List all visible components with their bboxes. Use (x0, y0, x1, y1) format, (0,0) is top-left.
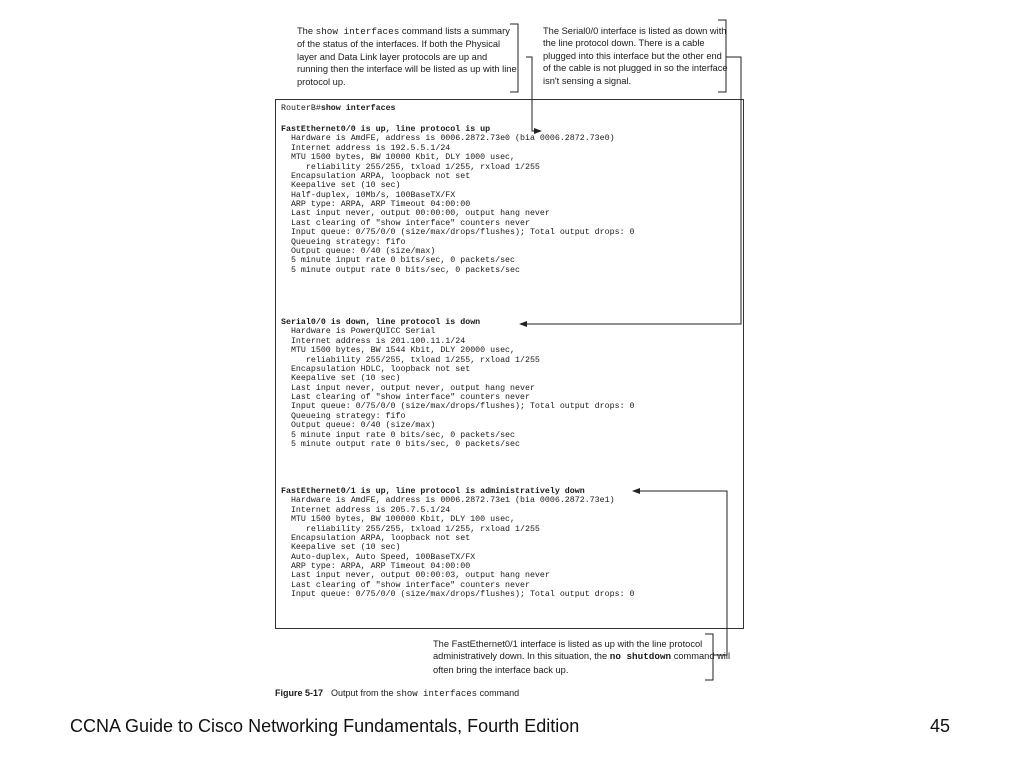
interface-block-serial0-0 (281, 318, 635, 449)
interface-status-header: FastEthernet0/1 is up, line protocol is administratively down (281, 487, 585, 496)
figure-number: Figure 5-17 (275, 688, 324, 698)
cli-prompt-line (281, 104, 396, 113)
callout-text: command will often bring the interface back up. (433, 651, 731, 675)
callout-fastethernet0-1 (433, 638, 733, 676)
caption-text: command (477, 688, 520, 698)
callout-command: no shutdown (609, 651, 672, 663)
page-number: 45 (930, 716, 951, 736)
interface-status-header: FastEthernet0/0 is up, line protocol is up (281, 125, 491, 134)
interface-details: Hardware is PowerQUICC Serial Internet address is 201.100.11.1/24 MTU 1500 bytes, BW 1544 Kbit, DLY 20000 usec, reliability 255/255, txload 1/255, rxload 1/255 Encapsulation HDLC, loopback not set Keepalive set (10 sec) Last input never, output never, output hang never Last clearing of "show interface" counters never Input queue: 0/75/0/0 (size/max/drops/flushes); Total output drops: 0 Queueing strategy: fifo Output queue: 0/40 (size/max) 5 minute input rate 0 bits/sec, 0 packets/sec 5 minute output rate 0 bits/sec, 0 packets/sec (290, 327, 635, 449)
callout-show-interfaces (297, 25, 519, 88)
figure-caption (275, 688, 519, 699)
interface-block-fastethernet0-1 (281, 487, 635, 600)
footer-book-title: CCNA Guide to Cisco Networking Fundamentals, Fourth Edition (70, 716, 580, 736)
cli-prompt: RouterB# (281, 104, 321, 113)
callout-command: show interfaces (315, 26, 400, 37)
callout-text: The (297, 26, 316, 36)
caption-command: show interfaces (396, 689, 478, 699)
caption-text: Output from the (331, 688, 397, 698)
interface-status-header: Serial0/0 is down, line protocol is down (281, 318, 481, 327)
interface-details: Hardware is AmdFE, address is 0006.2872.73e1 (bia 0006.2872.73e1) Internet address is 205.7.5.1/24 MTU 1500 bytes, BW 100000 Kbit, DLY 100 usec, reliability 255/255, txload 1/255, rxload 1/255 Encapsulation ARPA, loopback not set Keepalive set (10 sec) Auto-duplex, Auto Speed, 100BaseTX/FX ARP type: ARPA, ARP Timeout 04:00:00 Last input never, output 00:00:03, output hang never Last clearing of "show interface" counters never Input queue: 0/75/0/0 (size/max/drops/flushes); Total output drops: 0 (290, 496, 635, 600)
cli-command: show interfaces (320, 104, 396, 113)
interface-details: Hardware is AmdFE, address is 0006.2872.73e0 (bia 0006.2872.73e0) Internet address is 192.5.5.1/24 MTU 1500 bytes, BW 10000 Kbit, DLY 1000 usec, reliability 255/255, txload 1/255, rxload 1/255 Encapsulation ARPA, loopback not set Keepalive set (10 sec) Half-duplex, 10Mb/s, 100BaseTX/FX ARP type: ARPA, ARP Timeout 04:00:00 Last input never, output 00:00:00, output hang never Last clearing of "show interface" counters never Input queue: 0/75/0/0 (size/max/drops/flushes); Total output drops: 0 Queueing strategy: fifo Output queue: 0/40 (size/max) 5 minute input rate 0 bits/sec, 0 packets/sec 5 minute output rate 0 bits/sec, 0 packets/sec (290, 134, 635, 275)
interface-block-fastethernet0-0 (281, 125, 635, 275)
callout-text: command lists a summary of the status of the interfaces. If both the Physical layer and Data Link layer protocols are up and running then the interface will be listed as up with line protocol up. (297, 26, 517, 87)
callout-serial-interface (543, 25, 728, 87)
callout-text: The FastEthernet0/1 interface is listed as up with the line protocol administratively down. In this situation, the (433, 639, 703, 662)
callout-text: The Serial0/0 interface is listed as down with the line protocol down. There is a cable plugged into this interface but the other end of the cable is not plugged in so the interface isn't sensing a signal. (543, 26, 728, 86)
